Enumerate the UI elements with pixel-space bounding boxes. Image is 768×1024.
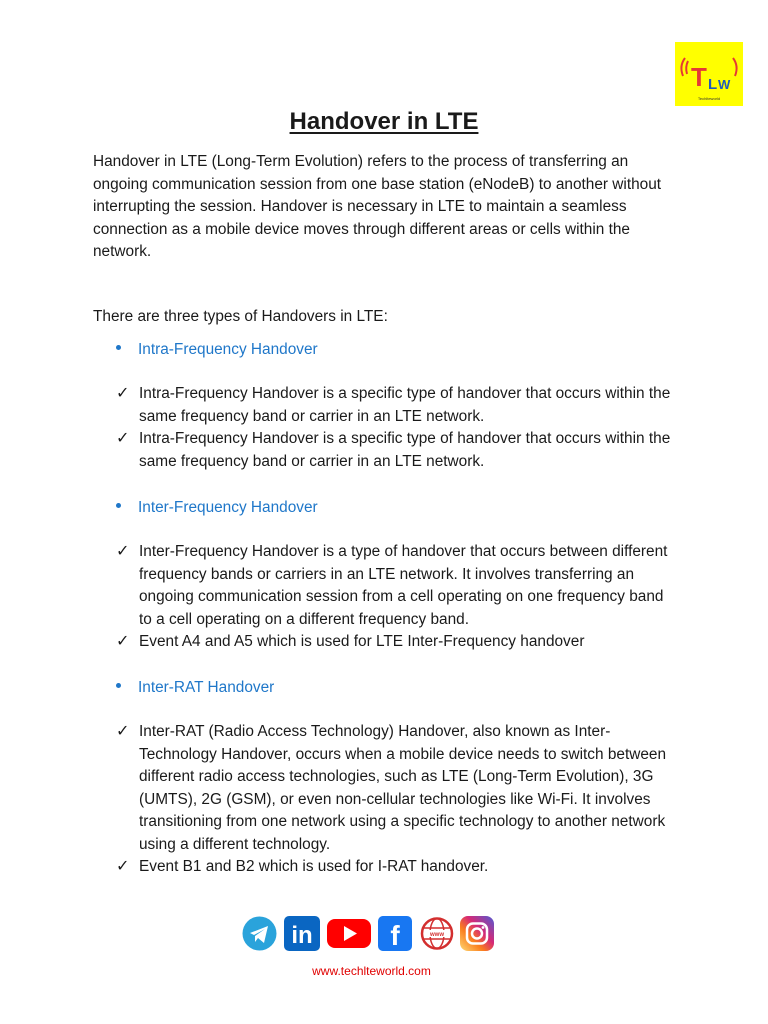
svg-text:www: www: [429, 932, 445, 938]
telegram-icon[interactable]: [242, 916, 277, 951]
check-item: ✓ Inter-Frequency Handover is a type of handover that occurs between different frequency bands or carriers in an LTE network. It involves transferring an ongoing communication session from a cell operating on one frequency band to a cell operating on a different frequency band.: [116, 543, 668, 628]
section-heading-intra-frequency: Intra-Frequency Handover: [116, 339, 318, 362]
check-item: ✓ Inter-RAT (Radio Access Technology) Handover, also known as Inter-Technology Handover, occurs when a mobile device needs to switch between different radio access technologies, such as LTE (Long-Term Evolution), 3G (UMTS), 2G (GSM), or even non-cellular technologies like Wi-Fi. It involves transitioning from one network using a specific technology to another network using a different technology.: [116, 723, 667, 853]
checkmark-icon: ✓: [116, 633, 130, 650]
svg-text:W: W: [718, 77, 731, 92]
check-item: ✓ Intra-Frequency Handover is a specific type of handover that occurs within the same frequency band or carrier in an LTE network.: [116, 385, 671, 425]
checkmark-icon: ✓: [116, 858, 130, 875]
social-icons: [242, 916, 498, 954]
section-heading-inter-rat: Inter-RAT Handover: [116, 677, 274, 700]
types-intro: There are three types of Handovers in LTE:: [93, 308, 388, 325]
bullet-dot-icon: [116, 503, 121, 508]
checkmark-icon: ✓: [116, 543, 130, 560]
checkmark-icon: ✓: [116, 430, 130, 447]
svg-text:L: L: [708, 76, 718, 93]
bullet-dot-icon: [116, 683, 121, 688]
svg-text:f: f: [390, 920, 400, 951]
bullet-dot-icon: [116, 345, 121, 350]
facebook-icon[interactable]: [378, 916, 412, 951]
svg-text:Techlteworld: Techlteworld: [697, 96, 721, 101]
linkedin-icon[interactable]: [284, 916, 320, 951]
website-icon[interactable]: [419, 916, 455, 951]
section-heading-inter-frequency: Inter-Frequency Handover: [116, 497, 318, 520]
intro-paragraph: Handover in LTE (Long-Term Evolution) refers to the process of transferring an ongoing communication session from one base station (eNodeB) to another without interrupting the session. Handover is necessary in LTE to maintain a seamless connection as a mobile device moves through different areas or cells within the network.: [93, 153, 662, 260]
checkmark-icon: ✓: [116, 385, 130, 402]
instagram-icon[interactable]: [460, 916, 494, 951]
checkmark-icon: ✓: [116, 723, 130, 740]
website-link[interactable]: www.techlteworld.com: [312, 964, 431, 978]
svg-text:in: in: [291, 922, 313, 949]
page-title: Handover in LTE: [289, 108, 479, 135]
svg-text:T: T: [691, 62, 707, 92]
check-item: ✓ Event A4 and A5 which is used for LTE Inter-Frequency handover: [116, 631, 676, 654]
check-item: ✓ Event B1 and B2 which is used for I-RAT handover.: [116, 856, 676, 879]
brand-logo: [675, 42, 743, 106]
check-item: ✓ Intra-Frequency Handover is a specific type of handover that occurs within the same frequency band or carrier in an LTE network.: [116, 430, 671, 470]
youtube-icon[interactable]: [327, 916, 371, 951]
